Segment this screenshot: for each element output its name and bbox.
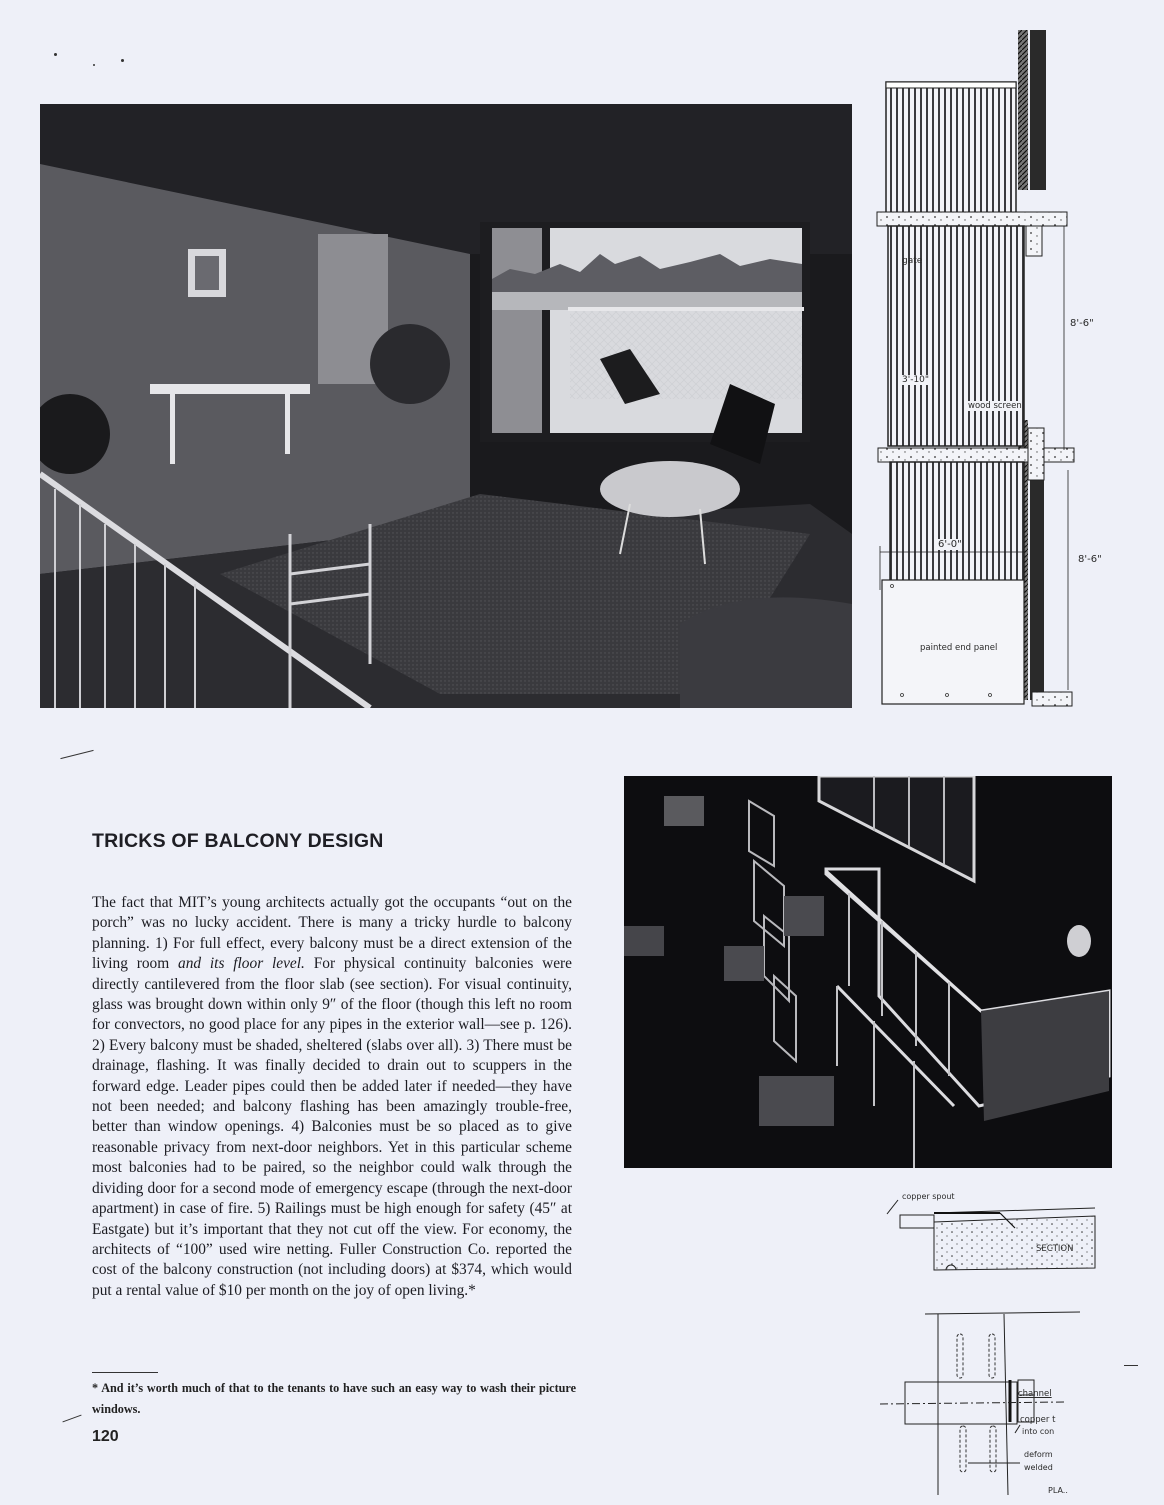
scan-mark — [60, 750, 93, 759]
label-gate-height: 3'-10" — [902, 375, 930, 385]
label-copper: copper t — [1020, 1415, 1056, 1425]
scan-speck — [54, 53, 57, 56]
label-copper-spout: copper spout — [902, 1192, 955, 1201]
label-deformed: deform — [1024, 1450, 1053, 1459]
scan-mark — [62, 1415, 81, 1423]
page-number: 120 — [92, 1428, 119, 1445]
label-height-upper: 8'-6" — [1070, 318, 1094, 329]
article-paragraph — [92, 893, 572, 1301]
interior-photo-graphic — [40, 104, 852, 708]
label-section: SECTION — [1036, 1244, 1074, 1254]
label-channel: channel — [1018, 1389, 1052, 1399]
scupper-section-drawing — [880, 1190, 1120, 1280]
label-width: 6'-0" — [938, 539, 962, 550]
label-welded: welded — [1024, 1463, 1053, 1472]
scan-speck — [121, 59, 124, 62]
plan-graphic — [880, 1300, 1120, 1500]
label-copper-into: into con — [1022, 1427, 1055, 1436]
label-height-lower: 8'-6" — [1078, 554, 1102, 565]
article-body — [92, 893, 572, 1301]
balconies-photo-graphic — [624, 776, 1112, 1168]
photo-stacked-balconies — [624, 776, 1112, 1168]
body-text-italic: and its floor level. — [178, 955, 305, 973]
label-gate: gate — [902, 256, 923, 266]
balcony-plan-detail-drawing — [880, 1300, 1120, 1500]
scan-speck — [93, 64, 95, 66]
label-plan: PLA.. — [1048, 1486, 1068, 1495]
elevation-graphic — [872, 30, 1092, 714]
balcony-elevation-drawing — [872, 30, 1102, 714]
article-heading: TRICKS OF BALCONY DESIGN — [92, 830, 384, 852]
section-graphic — [880, 1190, 1120, 1280]
label-end-panel: painted end panel — [920, 643, 998, 653]
label-wood-screen: wood screen — [968, 401, 1022, 411]
photo-living-room-interior — [40, 104, 852, 708]
scan-mark — [1124, 1365, 1138, 1366]
body-text-part1: The fact that MIT’s young architects actually got the occupants “out on the porch” was no lucky accident. There is many a tricky hurdle to balcony planning. 1) For full effect, every balcony must be a direct extension of the living room — [92, 894, 572, 973]
body-text-part2: For physical continuity balconies were directly cantilevered from the floor slab (see section). For visual continuity, glass was brought down within only 9″ of the floor (though this left no room for convectors, no good place for any pipes in the exterior wall—see p. 126). 2) Every balcony must be shaded, sheltered (slabs over all). 3) There must be drainage, flashing. It was finally decided to drain out to scuppers in the forward edge. Leader pipes could then be added later if needed—they have not been needed; and balcony flashing has been amazingly trouble-free, better than window openings. 4) Balconies must be so placed as to give reasonable privacy from next-door neighbors. Yet in this particular scheme most balconies had to be paired, so the neighbor could walk through the dividing door for a second mode of emergency escape (through the next-door apartment) in case of fire. 5) Railings must be high enough for safety (45″ at Eastgate) but it’s important that they not cut off the view. For economy, the architects of “100” used wire netting. Fuller Construction Co. reported the cost of the balcony construction (not including doors) at $374, which would put a rental value of $10 per month on the joy of open living.* — [92, 955, 573, 1299]
footnote: * And it’s worth much of that to the tenants to have such an easy way to wash their picture windows. — [92, 1381, 576, 1416]
footnote-rule — [92, 1372, 158, 1373]
